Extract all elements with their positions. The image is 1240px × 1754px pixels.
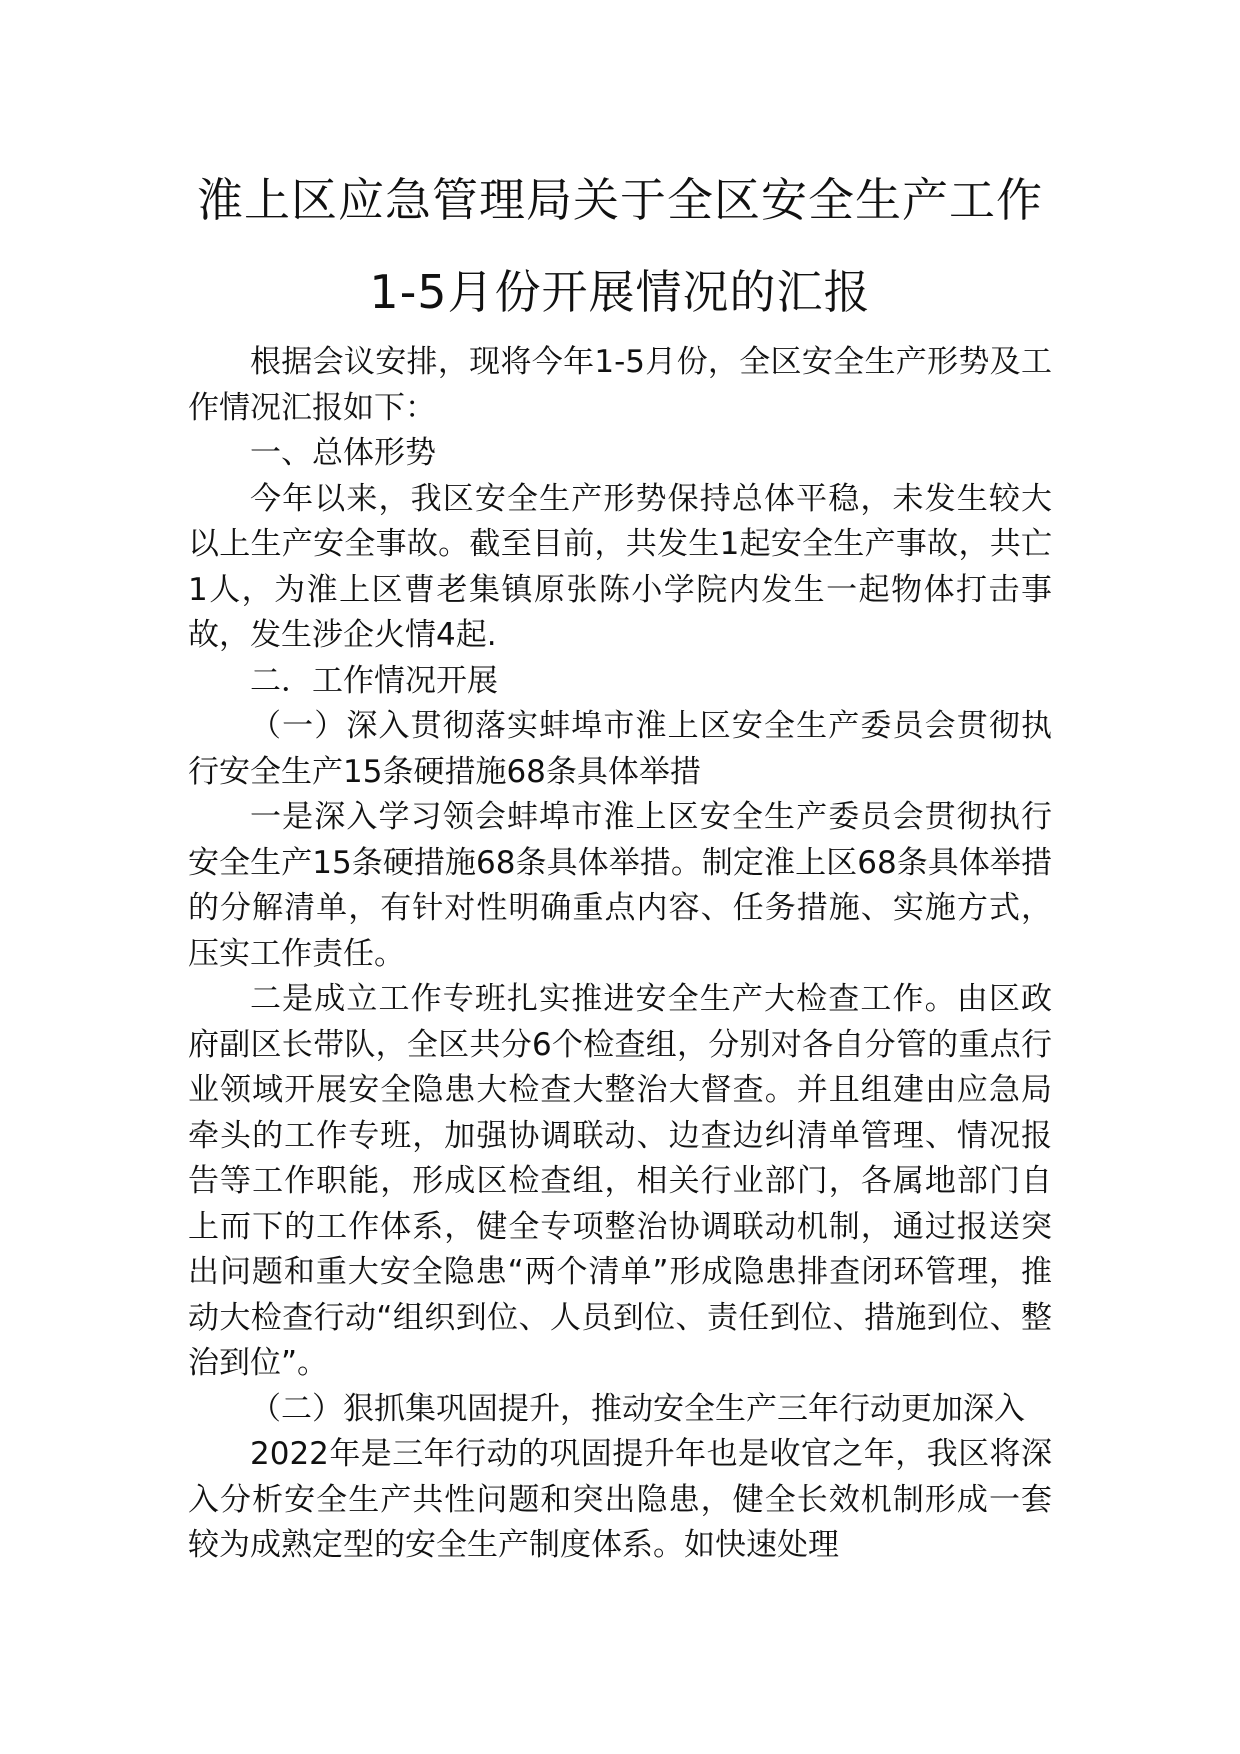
work-paragraph-2: 二是成立工作专班扎实推进安全生产大检查工作。由区政府副区长带队，全区共分6个检查组，分别对各自分管的重点行业领域开展安全隐患大检查大整治大督查。并且组建由应急局牵头的工作专班，加强协调联动、边查边纠清单管理、情况报告等工作职能，形成区检查组，相关行业部门，各属地部门自上而下的工作体系，健全专项整治协调联动机制，通过报送突出问题和重大安全隐患“两个清单”形成隐患排查闭环管理，推动大检查行动“组织到位、人员到位、责任到位、措施到位、整治到位”。 <box>188 981 1052 1381</box>
document-body <box>188 340 1052 1569</box>
work-paragraph-1: 一是深入学习领会蚌埠市淮上区安全生产委员会贯彻执行安全生产15条硬措施68条具体举措。制定淮上区68条具体举措的分解清单，有针对性明确重点内容、任务措施、实施方式，压实工作责任。 <box>188 799 1052 972</box>
subsection-heading-2: （二）狠抓集巩固提升，推动安全生产三年行动更加深入 <box>250 1390 1025 1427</box>
document-title-line-2: 1-5月份开展情况的汇报 <box>369 265 871 319</box>
work-paragraph-3: 2022年是三年行动的巩固提升年也是收官之年，我区将深入分析安全生产共性问题和突出隐患，健全长效机制形成一套较为成熟定型的安全生产制度体系。如快速处理 <box>188 1436 1052 1563</box>
overall-situation-paragraph: 今年以来，我区安全生产形势保持总体平稳，未发生较大以上生产安全事故。截至目前，共发生1起安全生产事故，共亡1人，为淮上区曹老集镇原张陈小学院内发生一起物体打击事故，发生涉企火情4起. <box>188 480 1052 653</box>
intro-paragraph: 根据会议安排，现将今年1-5月份，全区安全生产形势及工作情况汇报如下： <box>188 344 1052 426</box>
section-heading-work-progress: 二．工作情况开展 <box>250 662 498 699</box>
document-title-line-1: 淮上区应急管理局关于全区安全生产工作 <box>197 173 1043 227</box>
subsection-heading-1: （一）深入贯彻落实蚌埠市淮上区安全生产委员会贯彻执行安全生产15条硬措施68条具体举措 <box>188 708 1052 790</box>
section-heading-overall-situation: 一、总体形势 <box>250 435 436 471</box>
